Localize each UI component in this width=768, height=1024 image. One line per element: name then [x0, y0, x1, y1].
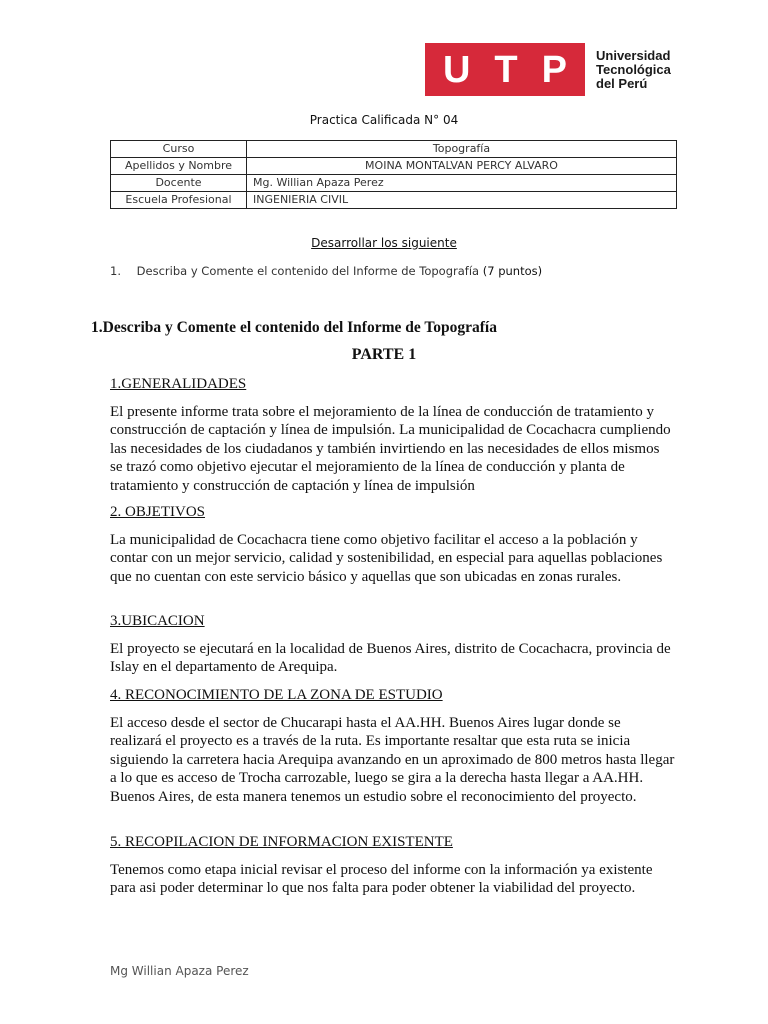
part-heading: PARTE 1 [351, 346, 417, 363]
question-number: 1. [110, 264, 121, 278]
logo-mark [425, 43, 585, 96]
section-heading: 4. RECONOCIMIENTO DE LA ZONA DE ESTUDIO [110, 687, 443, 703]
develop-title: Desarrollar los siguiente [311, 236, 457, 250]
info-value-name: MOINA MONTALVAN PERCY ALVARO [247, 158, 677, 175]
logo-line-1: Universidad [596, 47, 671, 63]
answer-heading: 1.Describa y Comente el contenido del Informe de Topografía [91, 319, 497, 336]
logo-line-2: Tecnológica [596, 61, 671, 77]
question-points: (7 puntos) [482, 264, 543, 278]
info-value-course: Topografía [247, 141, 677, 158]
student-info-table [110, 140, 677, 209]
section-heading: 1.GENERALIDADES [110, 376, 247, 392]
document-title: Practica Calificada N° 04 [309, 113, 459, 127]
section-reconocimiento [110, 686, 675, 806]
table-row [111, 192, 677, 209]
section-recopilacion [110, 833, 675, 898]
utp-logo [425, 43, 671, 96]
info-label-course: Curso [111, 141, 247, 158]
section-objetivos [110, 503, 675, 586]
page-footer: Mg Willian Apaza Perez [110, 964, 249, 978]
info-label-name: Apellidos y Nombre [111, 158, 247, 175]
question-text: Describa y Comente el contenido del Informe de Topografía [136, 264, 480, 278]
section-heading: 5. RECOPILACION DE INFORMACION EXISTENTE [110, 834, 453, 850]
question-item [110, 264, 542, 278]
logo-letter-t: T [494, 48, 518, 91]
section-ubicacion [110, 612, 675, 677]
logo-letter-p: P [541, 48, 567, 91]
info-label-teacher: Docente [111, 175, 247, 192]
section-body: Tenemos como etapa inicial revisar el proceso del informe con la información ya existente para asi poder determinar lo que nos falta para poder obtener la viabilidad del proyecto. [110, 861, 653, 896]
info-value-teacher: Mg. Willian Apaza Perez [247, 175, 677, 192]
section-body: La municipalidad de Cocachacra tiene como objetivo facilitar el acceso a la población y contar con un mejor servicio, calidad y sostenibilidad, en especial para aquellas poblaciones que no cuentan con este servicio básico y aquellas que son ubicadas en zonas rurales. [110, 531, 663, 585]
section-generalidades [110, 375, 675, 495]
section-heading: 2. OBJETIVOS [110, 504, 206, 520]
logo-wordmark [596, 49, 671, 91]
table-row [111, 158, 677, 175]
section-body: El presente informe trata sobre el mejoramiento de la línea de conducción de tratamiento y construcción de captación y línea de impulsión. La municipalidad de Cocachacra cumpliendo las necesidades de los ciudadanos y también invirtiendo en las necesidades de ellos mismos se trazó como objetivo ejecutar el mejoramiento de la línea de conducción y planta de tratamiento y construcción de captación y línea de impulsión [110, 403, 671, 494]
info-label-school: Escuela Profesional [111, 192, 247, 209]
table-row [111, 175, 677, 192]
logo-letter-u: U [442, 48, 471, 91]
section-heading: 3.UBICACION [110, 613, 205, 629]
info-value-school: INGENIERIA CIVIL [247, 192, 677, 209]
table-row [111, 141, 677, 158]
section-body: El proyecto se ejecutará en la localidad de Buenos Aires, distrito de Cocachacra, provincia de Islay en el departamento de Arequipa. [110, 640, 671, 675]
logo-line-3: del Perú [596, 75, 648, 91]
section-body: El acceso desde el sector de Chucarapi hasta el AA.HH. Buenos Aires lugar donde se realizará el proyecto es a través de la ruta. Es importante resaltar que esta ruta se inicia siguiendo la carretera hacia Arequipa avanzando en un aproximado de 800 metros hasta llegar a lo que es acceso de Trocha carrozable, luego se gira a la derecha hasta llegar a AA.HH. Buenos Aires, de esta manera tenemos un estudio sobre el reconocimiento del proyecto. [110, 714, 675, 805]
